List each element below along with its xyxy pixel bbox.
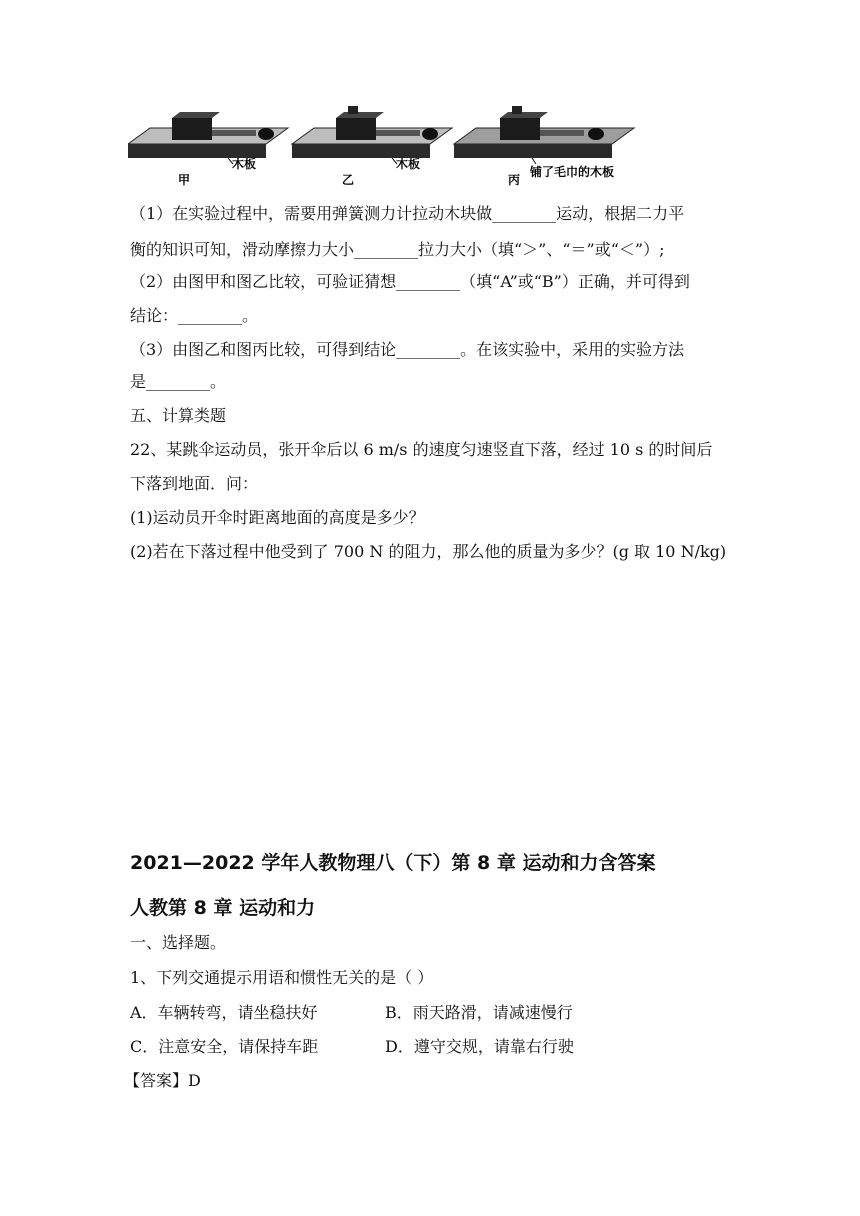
- q22-sub1: (1)运动员开伞时距离地面的高度是多少？: [130, 508, 425, 527]
- experiment-figure: [128, 104, 638, 188]
- option-d: D．遵守交规，请靠右行驶: [385, 1037, 574, 1056]
- weight-icon: [512, 106, 522, 114]
- chapter-title: 人教第 8 章 运动和力: [130, 897, 316, 919]
- wood-block: [336, 118, 376, 140]
- section-heading-calc: 五、计算类题: [130, 406, 227, 425]
- option-a: A．车辆转弯，请坐稳扶好: [130, 1003, 318, 1022]
- q1-stem: 1、下列交通提示用语和惯性无关的是（ ）: [130, 968, 434, 987]
- q21-part2-line1: （2）由图甲和图乙比较，可验证猜想________（填“A”或“B”）正确，并可得到: [130, 272, 690, 291]
- answer-doc-title: 2021—2022 学年人教物理八（下）第 8 章 运动和力含答案: [130, 852, 656, 874]
- hand-icon: [588, 128, 604, 140]
- figure-panel-jia: [128, 112, 288, 187]
- option-b: B．雨天路滑，请减速慢行: [385, 1003, 573, 1022]
- wood-block: [172, 118, 212, 140]
- figure-panel-yi: [292, 106, 452, 187]
- option-c: C．注意安全，请保持车距: [130, 1037, 319, 1056]
- hand-icon: [422, 128, 438, 140]
- surface-label: 木板: [232, 157, 257, 171]
- figure-caption: 丙: [508, 173, 521, 187]
- q21-part3-line1: （3）由图乙和图丙比较，可得到结论________。在该实验中，采用的实验方法: [130, 340, 685, 359]
- answer-text: 【答案】D: [124, 1071, 201, 1090]
- figure-caption: 甲: [178, 173, 191, 187]
- q21-part3-line2: 是________。: [130, 372, 227, 391]
- q21-part1-line1: （1）在实验过程中，需要用弹簧测力计拉动木块做________运动，根据二力平: [130, 204, 685, 223]
- experiment-figure-svg: [128, 104, 638, 188]
- spring-scale: [540, 130, 584, 136]
- spring-scale: [376, 130, 420, 136]
- section-heading-choice: 一、选择题。: [130, 933, 227, 952]
- wood-block: [500, 118, 540, 140]
- q22-sub2: (2)若在下落过程中他受到了 700 N 的阻力，那么他的质量为多少？(g 取 10 N/kg): [130, 542, 727, 561]
- surface-label: 铺了毛巾的木板: [530, 165, 615, 179]
- q22-line2: 下落到地面．问：: [130, 474, 259, 493]
- figure-caption: 乙: [342, 173, 355, 187]
- q21-part1-line2: 衡的知识可知，滑动摩擦力大小________拉力大小（填“＞”、“＝”或“＜”）;: [130, 240, 665, 259]
- weight-icon: [348, 106, 358, 114]
- surface-label: 木板: [396, 157, 421, 171]
- spring-scale: [212, 130, 256, 136]
- q22-line1: 22、某跳伞运动员，张开伞后以 6 m/s 的速度匀速竖直下落，经过 10 s 的时间后: [130, 440, 713, 459]
- hand-icon: [258, 128, 274, 140]
- figure-panel-bing: [454, 106, 634, 187]
- q21-part2-line2: 结论：________。: [130, 306, 259, 325]
